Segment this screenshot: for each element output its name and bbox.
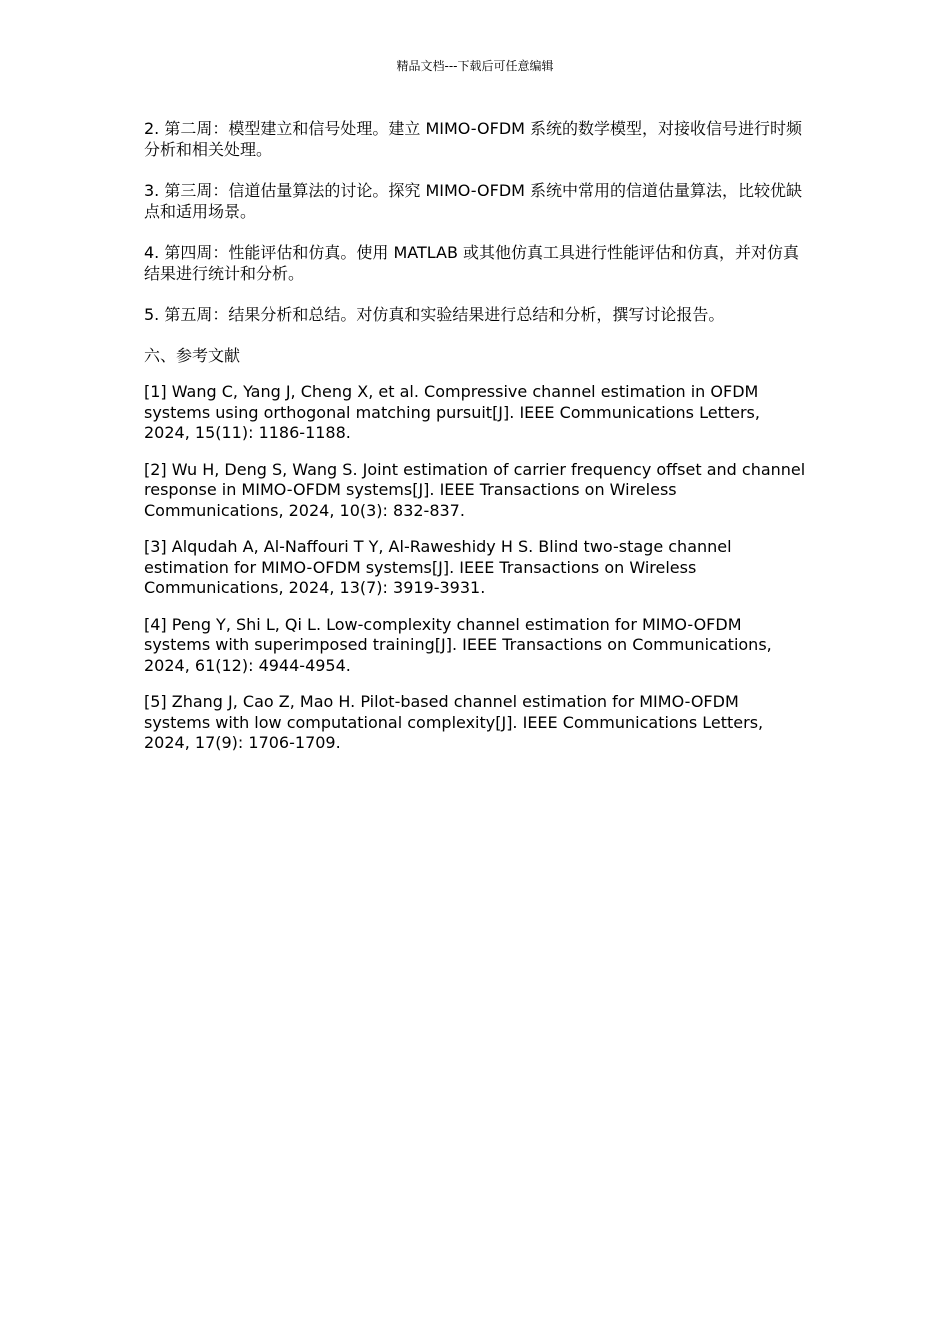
schedule-item-week-3: 3. 第三周：信道估量算法的讨论。探究 MIMO-OFDM 系统中常用的信道估量算法，比较优缺点和适用场景。 [144, 181, 803, 221]
reference-3: [3] Alqudah A, Al-Naffouri T Y, Al-Raweshidy H S. Blind two-stage channel estimation for MIMO-OFDM systems[J]. IEEE Transactions on Wireless Communications, 2024, 13(7): 3919-3931. [144, 537, 732, 597]
reference-4: [4] Peng Y, Shi L, Qi L. Low-complexity channel estimation for MIMO-OFDM systems with superimposed training[J]. IEEE Transactions on Communications, 2024, 61(12): 4944-4954. [144, 614, 772, 675]
document-body [144, 118, 808, 770]
schedule-item-week-4: 4. 第四周：性能评估和仿真。使用 MATLAB 或其他仿真工具进行性能评估和仿真，并对仿真结果进行统计和分析。 [144, 243, 800, 283]
schedule-item-week-5: 5. 第五周：结果分析和总结。对仿真和实验结果进行总结和分析，撰写讨论报告。 [144, 305, 725, 324]
schedule-item-week-2: 2. 第二周：模型建立和信号处理。建立 MIMO-OFDM 系统的数学模型，对接收信号进行时频分析和相关处理。 [144, 119, 803, 159]
reference-1: [1] Wang C, Yang J, Cheng X, et al. Compressive channel estimation in OFDM systems using orthogonal matching pursuit[J]. IEEE Communications Letters, 2024, 15(11): 1186-1188. [144, 382, 760, 442]
reference-2: [2] Wu H, Deng S, Wang S. Joint estimation of carrier frequency offset and channel response in MIMO-OFDM systems[J]. IEEE Transactions on Wireless Communications, 2024, 10(3): 832-837. [144, 459, 806, 520]
references-heading: 六、参考文献 [144, 346, 241, 365]
page-header: 精品文档---下载后可任意编辑 [396, 59, 554, 73]
reference-5: [5] Zhang J, Cao Z, Mao H. Pilot-based channel estimation for MIMO-OFDM systems with low computational complexity[J]. IEEE Communications Letters, 2024, 17(9): 1706-1709. [144, 692, 764, 752]
